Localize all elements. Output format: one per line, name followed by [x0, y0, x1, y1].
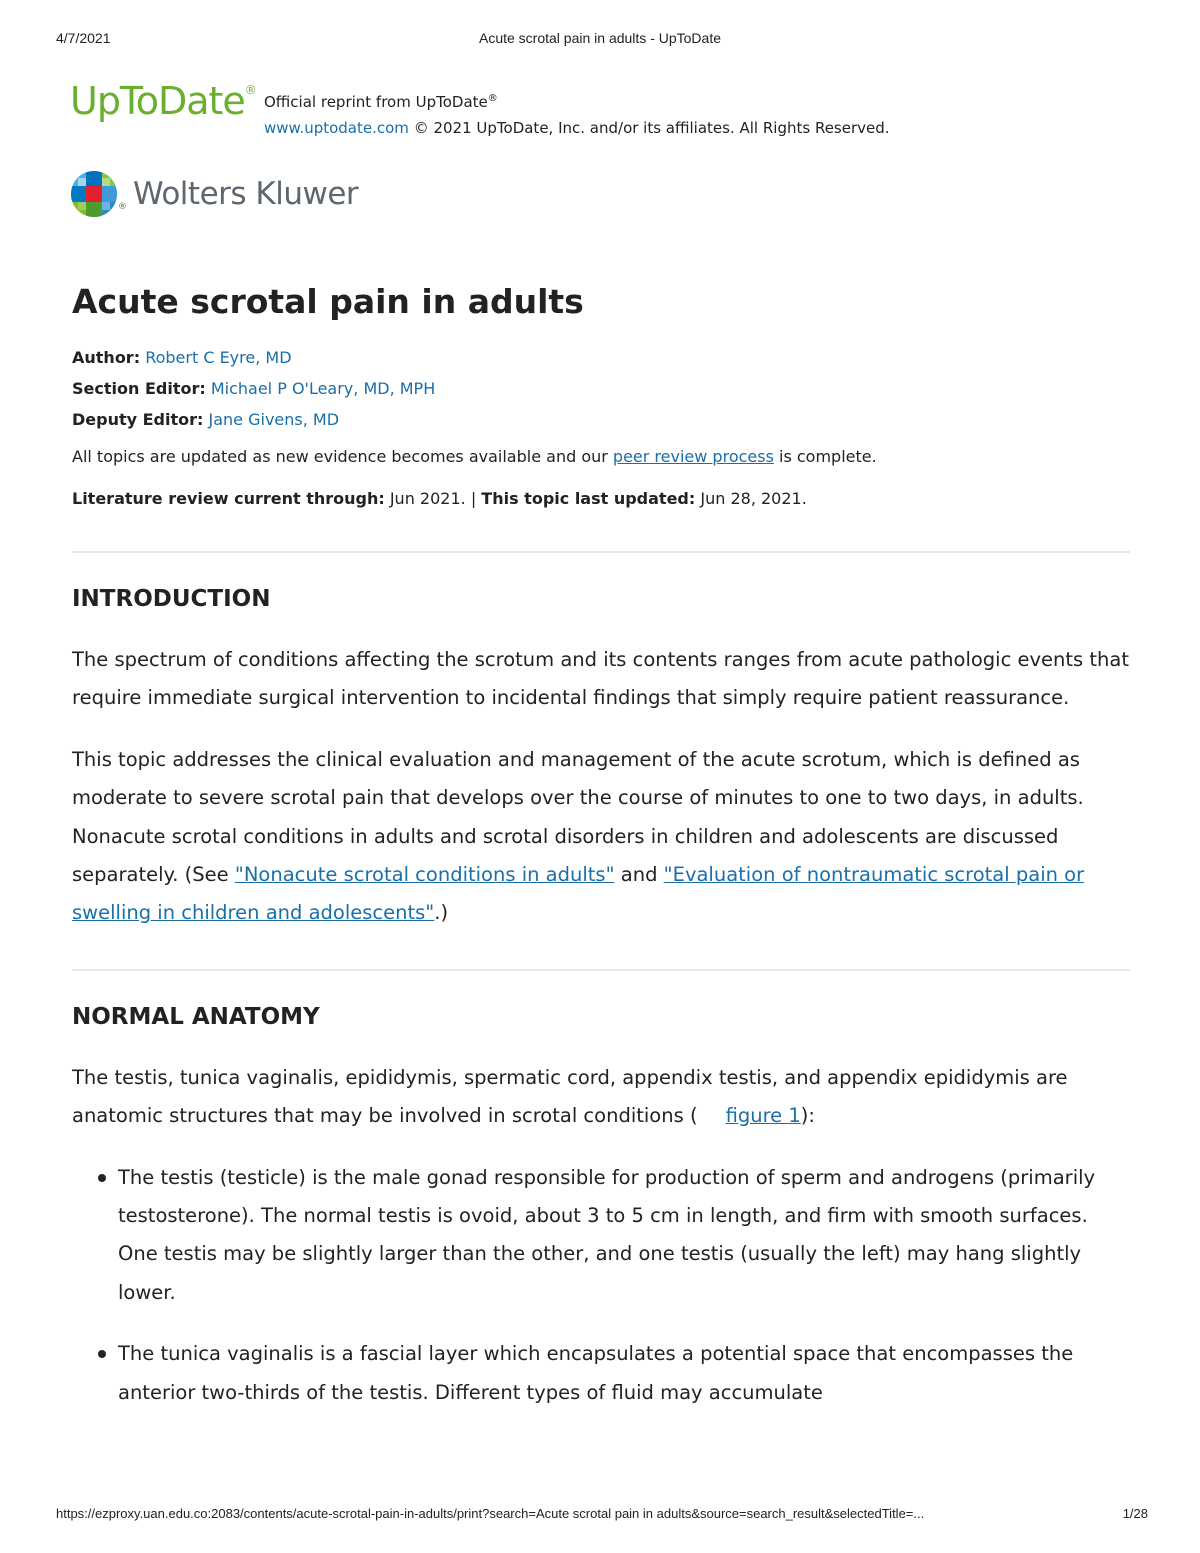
section-divider — [72, 551, 1130, 553]
nonacute-scrotal-link[interactable]: "Nonacute scrotal conditions in adults" — [234, 863, 615, 887]
bullet-icon — [98, 1350, 106, 1358]
print-url: https://ezproxy.uan.edu.co:2083/contents/acute-scrotal-pain-in-adults/print?search=Acute scrotal pain in adults&source=search_result&selectedTitle=... — [56, 1506, 925, 1521]
print-date: 4/7/2021 — [56, 30, 111, 46]
print-page-title: Acute scrotal pain in adults - UpToDate — [478, 30, 721, 46]
peer-review-link[interactable]: peer review process — [612, 447, 774, 466]
list-item: The testis (testicle) is the male gonad responsible for production of sperm and androgens (primarily testosterone). The normal testis is ovoid, about 3 to 5 cm in length, and firm with smooth surfaces. One testis may be slightly larger than the other, and one testis (usually the left) may hang slightly lower. — [72, 1159, 1130, 1313]
section-divider — [72, 969, 1130, 971]
anatomy-paragraph-1: The testis, tunica vaginalis, epididymis, spermatic cord, appendix testis, and appendix epididymis are anatomic structures that may be involved in scrotal conditions ( figure 1): — [72, 1065, 1068, 1128]
anatomy-bullet-list — [72, 1159, 1130, 1412]
print-header — [56, 30, 1144, 50]
section-heading-introduction: INTRODUCTION — [72, 586, 271, 612]
pediatric-scrotal-link[interactable]: "Evaluation of nontraumatic scrotal pain or swelling in children and adolescents" — [72, 863, 1085, 925]
section-heading-normal-anatomy: NORMAL ANATOMY — [72, 1003, 320, 1030]
figure-1-link[interactable]: figure 1 — [725, 1104, 801, 1128]
reprint-notice: Official reprint from UpToDate® www.uptodate.com © 2021 UpToDate, Inc. and/or its affiliates. All Rights Reserved. — [264, 93, 890, 137]
article-authors: Author: Robert C Eyre, MD Section Editor: Michael P O'Leary, MD, MPH Deputy Editor: Jane Givens, MD — [72, 348, 436, 429]
bullet-icon — [98, 1174, 106, 1182]
intro-paragraph-1: The spectrum of conditions affecting the scrotum and its contents ranges from acute pathologic events that require immediate surgical intervention to incidental findings that simply require patient reassurance. — [72, 648, 1129, 710]
author-link[interactable]: Robert C Eyre, MD — [145, 348, 292, 367]
uptodate-link[interactable]: www.uptodate.com — [264, 119, 409, 137]
wolters-kluwer-logo: ® Wolters Kluwer — [70, 170, 358, 218]
intro-paragraph-2: This topic addresses the clinical evaluation and management of the acute scrotum, which is defined as moderate to severe scrotal pain that develops over the course of minutes to one to two days, in adults. Nonacute scrotal conditions in adults and scrotal disorders in children and adolescents are discussed separately. (See "Nonacute scrotal conditions in adults" and "Evaluation of nontraumatic scrotal pain or swelling in children and adolescents".) — [72, 747, 1085, 925]
print-footer — [56, 1506, 1148, 1526]
list-item: The tunica vaginalis is a fascial layer which encapsulates a potential space that encompasses the anterior two-thirds of the testis. Different types of fluid may accumulate — [72, 1335, 1130, 1412]
article-content — [72, 278, 1130, 1412]
page-number: 1/28 — [1122, 1506, 1148, 1521]
uptodate-logo: UpToDate® — [70, 79, 256, 123]
wolters-kluwer-mosaic-icon — [70, 170, 118, 218]
literature-review-line: Literature review current through: Jun 2021. | This topic last updated: Jun 28, 2021. — [72, 489, 807, 508]
publisher-name: Wolters Kluwer — [133, 176, 359, 212]
section-editor-link[interactable]: Michael P O'Leary, MD, MPH — [210, 379, 436, 398]
deputy-editor-link[interactable]: Jane Givens, MD — [208, 410, 340, 429]
article-title: Acute scrotal pain in adults — [72, 282, 584, 321]
update-notice: All topics are updated as new evidence becomes available and our peer review process is complete. — [72, 447, 877, 466]
